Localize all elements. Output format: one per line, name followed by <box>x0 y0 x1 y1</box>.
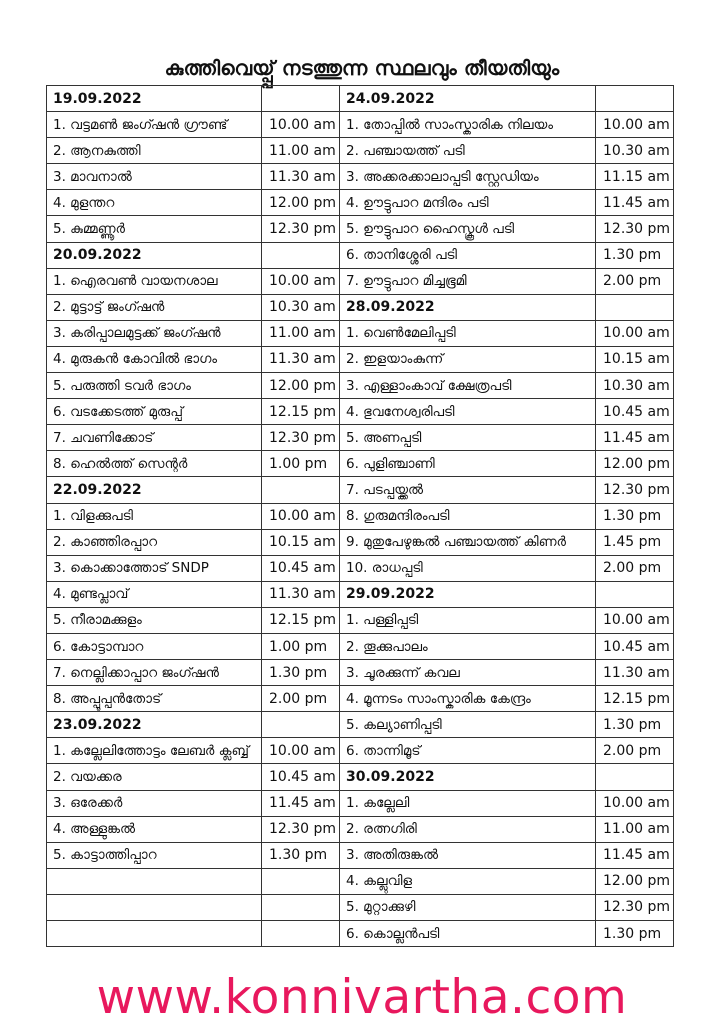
schedule-time: 12.30 pm <box>596 477 674 503</box>
schedule-row <box>340 138 674 164</box>
schedule-time: 12.30 pm <box>596 894 674 920</box>
schedule-time: 11.30 am <box>262 581 340 607</box>
schedule-row <box>340 842 674 868</box>
schedule-row <box>47 320 340 346</box>
schedule-table-right-body <box>340 86 674 947</box>
location-name: 2. കാഞ്ഞിരപ്പാറ <box>47 529 262 555</box>
schedule-time: 1.30 pm <box>596 921 674 947</box>
location-name: 6. പുളിഞ്ചാണി <box>340 451 596 477</box>
schedule-time: 12.15 pm <box>262 607 340 633</box>
schedule-row <box>340 190 674 216</box>
location-name: 5. കല്യാണിപ്പടി <box>340 712 596 738</box>
location-name: 4. മൂന്നടം സാംസ്കാരിക കേന്ദ്രം <box>340 686 596 712</box>
schedule-time: 10.45 am <box>262 555 340 581</box>
location-name: 5. നീരാമക്കുളം <box>47 607 262 633</box>
schedule-time <box>596 581 674 607</box>
location-name: 2. ആനകുത്തി <box>47 138 262 164</box>
location-name: 9. മുതുപേഴുങ്കൽ പഞ്ചായത്ത് കിണർ <box>340 529 596 555</box>
schedule-row <box>340 790 674 816</box>
schedule-time: 1.30 pm <box>596 503 674 529</box>
location-name: 2. വയക്കര <box>47 764 262 790</box>
date-header-row <box>47 86 340 112</box>
schedule-row <box>340 346 674 372</box>
schedule-date: 30.09.2022 <box>340 764 596 790</box>
empty-row <box>47 868 340 894</box>
schedule-time: 10.00 am <box>596 112 674 138</box>
location-name: 2. തൂക്കുപാലം <box>340 633 596 659</box>
schedule-row <box>47 216 340 242</box>
schedule-row <box>47 842 340 868</box>
schedule-time: 12.00 pm <box>596 451 674 477</box>
location-name: 2. മുട്ടാട്ട് ജംഗ്ഷൻ <box>47 294 262 320</box>
schedule-time <box>262 921 340 947</box>
schedule-row <box>340 164 674 190</box>
location-name: 1. തോപ്പിൽ സാംസ്കാരിക നിലയം <box>340 112 596 138</box>
empty-row <box>47 921 340 947</box>
schedule-row <box>47 686 340 712</box>
schedule-time: 12.30 pm <box>262 816 340 842</box>
location-name: 3. കരിപ്പാലമുട്ടക്ക് ജംഗ്ഷൻ <box>47 320 262 346</box>
location-name: 10. രാധപ്പടി <box>340 555 596 581</box>
schedule-date: 24.09.2022 <box>340 86 596 112</box>
location-name: 3. അക്കരക്കാലാപ്പടി സ്റ്റേഡിയം <box>340 164 596 190</box>
schedule-row <box>47 660 340 686</box>
schedule-time: 10.30 am <box>262 294 340 320</box>
schedule-row <box>340 451 674 477</box>
schedule-row <box>47 607 340 633</box>
location-name: 5. ഊട്ടുപാറ ഹൈസ്കൂൾ പടി <box>340 216 596 242</box>
location-name: 2. ഇളയാംകുന്ന് <box>340 346 596 372</box>
schedule-row <box>47 425 340 451</box>
location-name: 4. ഊട്ടുപാറ മന്ദിരം പടി <box>340 190 596 216</box>
schedule-time: 1.00 pm <box>262 451 340 477</box>
schedule-row <box>47 529 340 555</box>
schedule-row <box>340 268 674 294</box>
schedule-time: 11.00 am <box>596 816 674 842</box>
schedule-row <box>340 320 674 346</box>
schedule-time: 10.45 am <box>596 399 674 425</box>
schedule-time: 10.30 am <box>596 373 674 399</box>
schedule-time: 10.00 am <box>596 320 674 346</box>
schedule-row <box>340 738 674 764</box>
schedule-time: 11.30 am <box>596 660 674 686</box>
schedule-row <box>47 633 340 659</box>
schedule-row <box>47 816 340 842</box>
location-name: 1. വിളക്കുപടി <box>47 503 262 529</box>
schedule-time: 11.45 am <box>596 190 674 216</box>
location-name: 7. ചവണിക്കോട് <box>47 425 262 451</box>
location-name: 1. വെൺമേലിപ്പടി <box>340 320 596 346</box>
date-header-row <box>47 712 340 738</box>
schedule-time: 11.00 am <box>262 138 340 164</box>
location-name: 3. കൊക്കാത്തോട് SNDP <box>47 555 262 581</box>
schedule-row <box>340 112 674 138</box>
location-name: 1. വട്ടമൺ ജംഗ്ഷൻ ഗ്രൗണ്ട് <box>47 112 262 138</box>
schedule-row <box>47 112 340 138</box>
location-name: 5. കാട്ടാത്തിപ്പാറ <box>47 842 262 868</box>
schedule-row <box>340 712 674 738</box>
schedule-time: 12.15 pm <box>262 399 340 425</box>
location-name: 4. ഭുവനേശ്വരിപടി <box>340 399 596 425</box>
location-name: 6. താന്നിമൂട് <box>340 738 596 764</box>
schedule-row <box>47 268 340 294</box>
schedule-time: 11.45 am <box>596 425 674 451</box>
schedule-time: 11.45 am <box>596 842 674 868</box>
location-name: 7. ഊട്ടുപാറ മിച്ചഭൂമി <box>340 268 596 294</box>
schedule-time: 2.00 pm <box>596 268 674 294</box>
schedule-time: 1.45 pm <box>596 529 674 555</box>
location-name: 4. മുരുകൻ കോവിൽ ഭാഗം <box>47 346 262 372</box>
schedule-time: 12.30 pm <box>262 425 340 451</box>
schedule-row <box>340 529 674 555</box>
schedule-row <box>340 425 674 451</box>
location-name: 8. ഗുരുമന്ദിരംപടി <box>340 503 596 529</box>
location-name: 3. എള്ളാംകാവ് ക്ഷേത്രപടി <box>340 373 596 399</box>
schedule-time <box>262 477 340 503</box>
schedule-time: 1.30 pm <box>262 842 340 868</box>
location-name: 7. പടപ്പയ്ക്കൽ <box>340 477 596 503</box>
schedule-time: 10.45 am <box>262 764 340 790</box>
schedule-date: 19.09.2022 <box>47 86 262 112</box>
location-name: 2. രത്നഗിരി <box>340 816 596 842</box>
schedule-date: 28.09.2022 <box>340 294 596 320</box>
schedule-time <box>262 868 340 894</box>
schedule-time <box>262 712 340 738</box>
schedule-date: 23.09.2022 <box>47 712 262 738</box>
schedule-time <box>262 894 340 920</box>
location-name: 6. വടക്കേടത്ത് മുരുപ്പ് <box>47 399 262 425</box>
schedule-time <box>596 294 674 320</box>
schedule-row <box>340 633 674 659</box>
schedule-time: 12.00 pm <box>596 868 674 894</box>
schedule-time: 2.00 pm <box>596 555 674 581</box>
schedule-row <box>47 581 340 607</box>
schedule-row <box>47 451 340 477</box>
location-name: 3. ചൂരക്കുന്ന് കവല <box>340 660 596 686</box>
location-name: 1. പള്ളിപ്പടി <box>340 607 596 633</box>
schedule-row <box>47 399 340 425</box>
location-name: 5. മുറ്റാക്കുഴി <box>340 894 596 920</box>
schedule-row <box>340 216 674 242</box>
schedule-table-right <box>339 85 674 947</box>
location-name: 5. അണപ്പടി <box>340 425 596 451</box>
schedule-row <box>340 399 674 425</box>
schedule-time: 1.00 pm <box>262 633 340 659</box>
schedule-time <box>262 86 340 112</box>
page-title: കുത്തിവെയ്പ്പ് നടത്തുന്ന സ്ഥലവും തീയതിയും <box>164 56 560 80</box>
schedule-row <box>47 503 340 529</box>
location-name: 4. കല്ലുവിള <box>340 868 596 894</box>
location-name <box>47 868 262 894</box>
schedule-row <box>47 764 340 790</box>
date-header-row <box>340 764 674 790</box>
schedule-time: 2.00 pm <box>262 686 340 712</box>
location-name: 4. മുളന്തറ <box>47 190 262 216</box>
schedule-time: 10.30 am <box>596 138 674 164</box>
schedule-time: 11.30 am <box>262 164 340 190</box>
schedule-row <box>340 477 674 503</box>
schedule-date: 20.09.2022 <box>47 242 262 268</box>
location-name: 6. താനിശ്ശേരി പടി <box>340 242 596 268</box>
schedule-time: 11.15 am <box>596 164 674 190</box>
schedule-time: 12.00 pm <box>262 373 340 399</box>
date-header-row <box>47 477 340 503</box>
location-name <box>47 894 262 920</box>
schedule-row <box>340 868 674 894</box>
date-header-row <box>340 581 674 607</box>
schedule-row <box>340 660 674 686</box>
schedule-time: 11.45 am <box>262 790 340 816</box>
schedule-time <box>596 86 674 112</box>
location-name: 8. അപ്പൂപ്പൻതോട് <box>47 686 262 712</box>
location-name: 5. പരുത്തി ടവർ ഭാഗം <box>47 373 262 399</box>
schedule-row <box>47 294 340 320</box>
location-name: 6. കോട്ടാമ്പാറ <box>47 633 262 659</box>
schedule-row <box>340 373 674 399</box>
schedule-row <box>340 607 674 633</box>
schedule-time: 10.00 am <box>262 112 340 138</box>
schedule-row <box>340 816 674 842</box>
location-name: 1. കല്ലേലിത്തോട്ടം ലേബർ ക്ലബ്ബ് <box>47 738 262 764</box>
location-name: 3. ഒരേക്കർ <box>47 790 262 816</box>
location-name: 3. അതിരുങ്കൽ <box>340 842 596 868</box>
schedule-row <box>47 738 340 764</box>
schedule-row <box>47 346 340 372</box>
location-name: 7. നെല്ലിക്കാപ്പാറ ജംഗ്ഷൻ <box>47 660 262 686</box>
schedule-time: 1.30 pm <box>596 712 674 738</box>
schedule-row <box>340 503 674 529</box>
location-name: 8. ഹെൽത്ത് സെന്റർ <box>47 451 262 477</box>
schedule-time: 10.15 am <box>262 529 340 555</box>
date-header-row <box>47 242 340 268</box>
location-name: 3. മാവനാൽ <box>47 164 262 190</box>
schedule-time: 12.30 pm <box>596 216 674 242</box>
location-name: 4. മുണ്ടപ്ലാവ് <box>47 581 262 607</box>
schedule-time: 1.30 pm <box>596 242 674 268</box>
website-url: www.konnivartha.com <box>96 970 628 1025</box>
date-header-row <box>340 294 674 320</box>
schedule-row <box>47 164 340 190</box>
schedule-time: 10.00 am <box>262 503 340 529</box>
schedule-time <box>596 764 674 790</box>
location-name: 1. ഐരവൺ വായനശാല <box>47 268 262 294</box>
schedule-time: 12.00 pm <box>262 190 340 216</box>
schedule-time: 1.30 pm <box>262 660 340 686</box>
schedule-row <box>340 242 674 268</box>
schedule-row <box>340 894 674 920</box>
schedule-row <box>340 921 674 947</box>
schedule-time: 10.45 am <box>596 633 674 659</box>
schedule-time: 11.30 am <box>262 346 340 372</box>
schedule-row <box>47 790 340 816</box>
schedule-time: 10.00 am <box>596 790 674 816</box>
location-name: 4. അള്ളുങ്കൽ <box>47 816 262 842</box>
location-name: 5. കുമ്മണ്ണൂർ <box>47 216 262 242</box>
schedule-time <box>262 242 340 268</box>
schedule-row <box>340 555 674 581</box>
schedule-date: 22.09.2022 <box>47 477 262 503</box>
location-name: 2. പഞ്ചായത്ത് പടി <box>340 138 596 164</box>
schedule-time: 10.00 am <box>262 268 340 294</box>
schedule-time: 2.00 pm <box>596 738 674 764</box>
schedule-time: 11.00 am <box>262 320 340 346</box>
location-name: 1. കല്ലേലി <box>340 790 596 816</box>
location-name: 6. കൊല്ലൻപടി <box>340 921 596 947</box>
date-header-row <box>340 86 674 112</box>
schedule-tables <box>46 85 674 947</box>
schedule-table-left-body <box>47 86 340 947</box>
schedule-row <box>47 373 340 399</box>
schedule-time: 10.15 am <box>596 346 674 372</box>
location-name <box>47 921 262 947</box>
schedule-time: 12.30 pm <box>262 216 340 242</box>
empty-row <box>47 894 340 920</box>
schedule-row <box>340 686 674 712</box>
schedule-table-left <box>46 85 340 947</box>
schedule-time: 10.00 am <box>262 738 340 764</box>
schedule-date: 29.09.2022 <box>340 581 596 607</box>
schedule-row <box>47 190 340 216</box>
schedule-time: 12.15 pm <box>596 686 674 712</box>
schedule-row <box>47 555 340 581</box>
schedule-row <box>47 138 340 164</box>
schedule-time: 10.00 am <box>596 607 674 633</box>
